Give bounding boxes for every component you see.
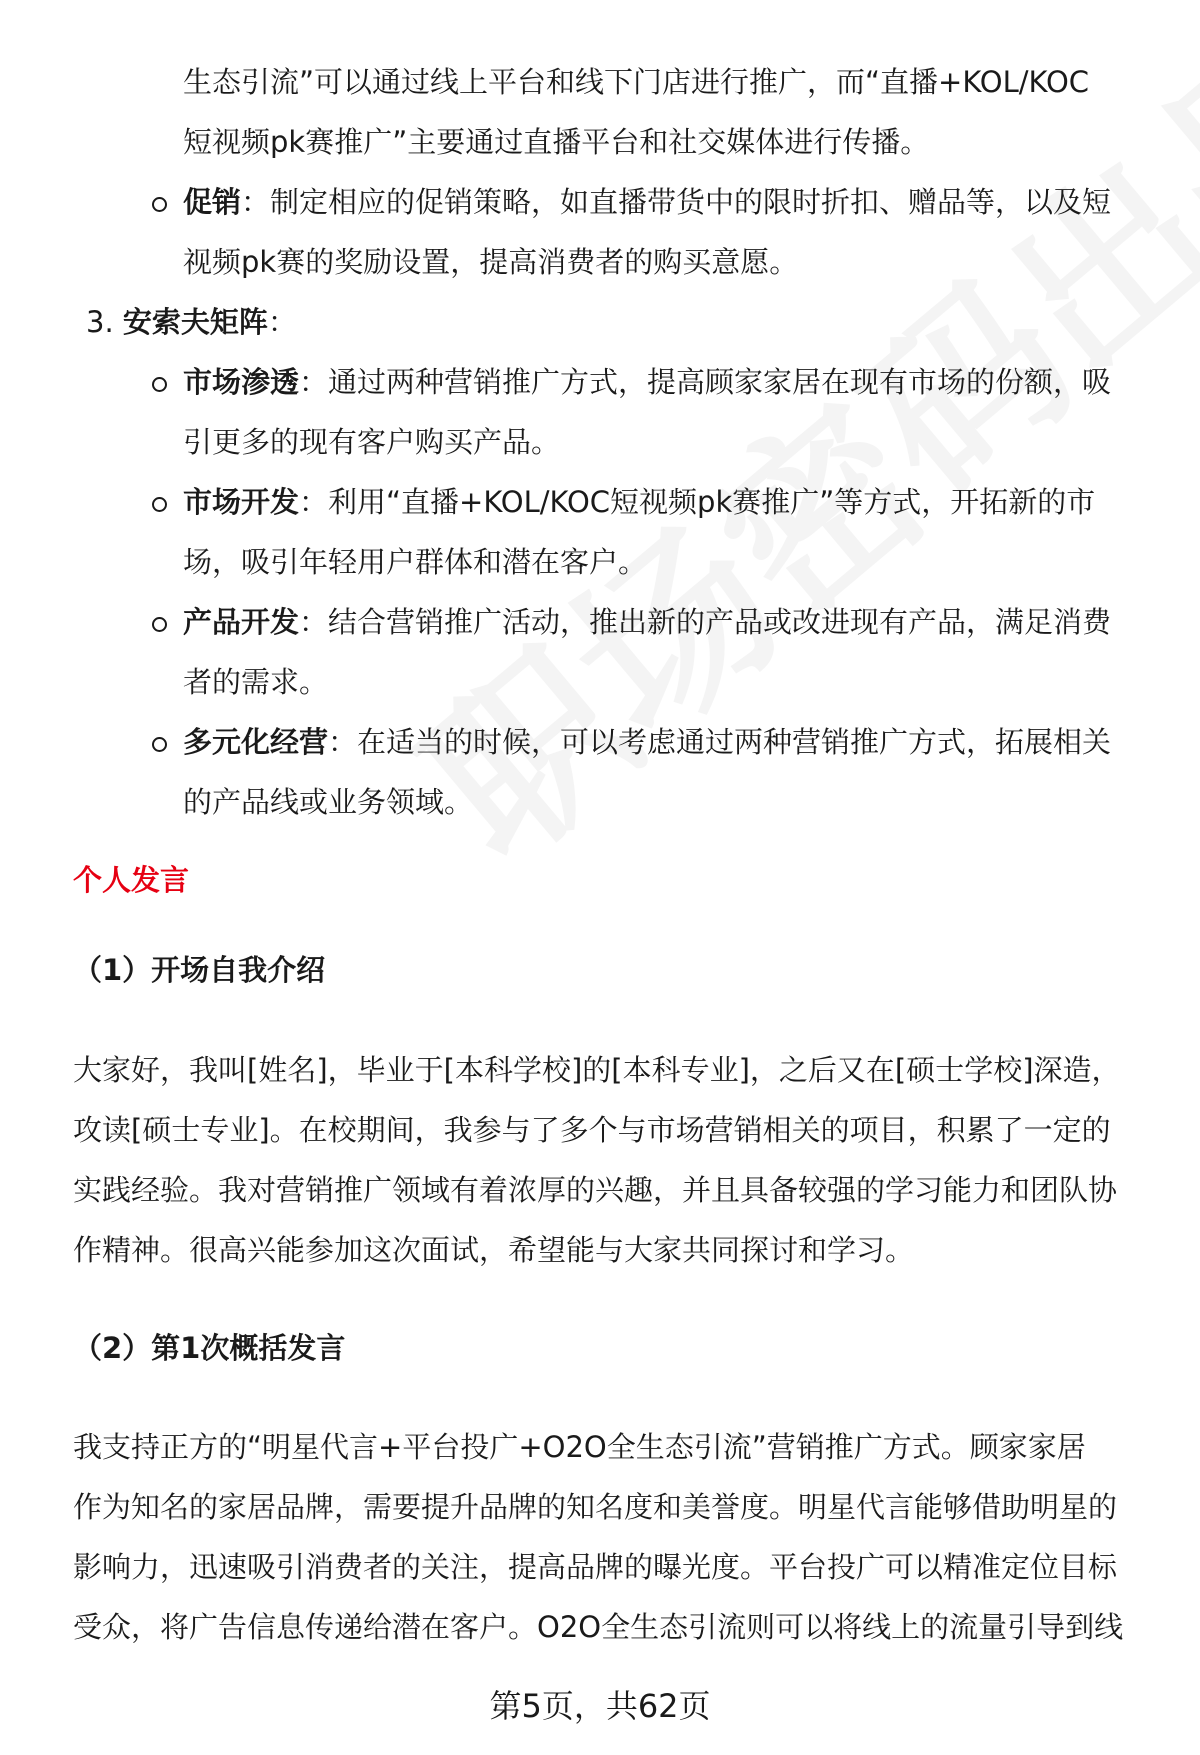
paragraph-line: 场，吸引年轻用户群体和潜在客户。 (183, 545, 648, 579)
circle-bullet-icon (152, 737, 167, 752)
circle-bullet-icon (152, 197, 167, 212)
list-item-product-development (183, 605, 1112, 639)
paragraph-line: 者的需求。 (183, 665, 329, 699)
subheading-intro: （1）开场自我介绍 (73, 953, 326, 987)
term-label: 市场渗透 (183, 365, 300, 399)
paragraph-line: 实践经验。我对营销推广领域有着浓厚的兴趣，并且具备较强的学习能力和团队协 (73, 1173, 1118, 1207)
paragraph-line: 引更多的现有客户购买产品。 (183, 425, 561, 459)
numbered-heading (86, 305, 297, 339)
list-item-promotion (183, 185, 1112, 219)
heading-term: 安索夫矩阵 (122, 305, 268, 339)
page-number: 第5页，共62页 (489, 1687, 711, 1725)
term-label: 促销 (183, 185, 242, 219)
paragraph-line: 作精神。很高兴能参加这次面试，希望能与大家共同探讨和学习。 (73, 1233, 915, 1267)
term-label: 多元化经营 (183, 725, 329, 759)
paragraph-line: 攻读[硕士专业]。在校期间，我参与了多个与市场营销相关的项目，积累了一定的 (73, 1113, 1111, 1147)
heading-colon: ： (267, 305, 297, 339)
list-item-text: ：制定相应的促销策略，如直播带货中的限时折扣、赠品等，以及短 (241, 185, 1112, 219)
paragraph-line: 视频pk赛的奖励设置，提高消费者的购买意愿。 (183, 245, 799, 279)
circle-bullet-icon (152, 497, 167, 512)
list-number: 3. (86, 305, 114, 339)
paragraph-line: 作为知名的家居品牌，需要提升品牌的知名度和美誉度。明星代言能够借助明星的 (73, 1490, 1118, 1524)
list-item-text: ：通过两种营销推广方式，提高顾家家居在现有市场的份额，吸 (299, 365, 1112, 399)
paragraph-line: 我支持正方的“明星代言+平台投广+O2O全生态引流”营销推广方式。顾家家居 (73, 1430, 1086, 1464)
list-item-text: ：结合营销推广活动，推出新的产品或改进现有产品，满足消费 (299, 605, 1112, 639)
subheading-summary: （2）第1次概括发言 (73, 1331, 346, 1365)
list-item-diversification (183, 725, 1112, 759)
term-label: 产品开发 (183, 605, 300, 639)
paragraph-line: 短视频pk赛推广”主要通过直播平台和社交媒体进行传播。 (183, 125, 930, 159)
circle-bullet-icon (152, 377, 167, 392)
circle-bullet-icon (152, 617, 167, 632)
paragraph-line: 生态引流”可以通过线上平台和线下门店进行推广，而“直播+KOL/KOC (183, 65, 1090, 99)
section-title: 个人发言 (73, 863, 190, 897)
paragraph-line: 受众，将广告信息传递给潜在客户。O2O全生态引流则可以将线上的流量引导到线 (73, 1610, 1124, 1644)
paragraph-line: 的产品线或业务领域。 (183, 785, 474, 819)
list-item-market-penetration (183, 365, 1112, 399)
list-item-market-development (183, 485, 1096, 519)
list-item-text: ：利用“直播+KOL/KOC短视频pk赛推广”等方式，开拓新的市 (299, 485, 1096, 519)
paragraph-line: 大家好，我叫[姓名]，毕业于[本科学校]的[本科专业]，之后又在[硕士学校]深造， (73, 1053, 1121, 1087)
list-item-text: ：在适当的时候，可以考虑通过两种营销推广方式，拓展相关 (328, 725, 1112, 759)
term-label: 市场开发 (183, 485, 300, 519)
paragraph-line: 影响力，迅速吸引消费者的关注，提高品牌的曝光度。平台投广可以精准定位目标 (73, 1550, 1118, 1584)
